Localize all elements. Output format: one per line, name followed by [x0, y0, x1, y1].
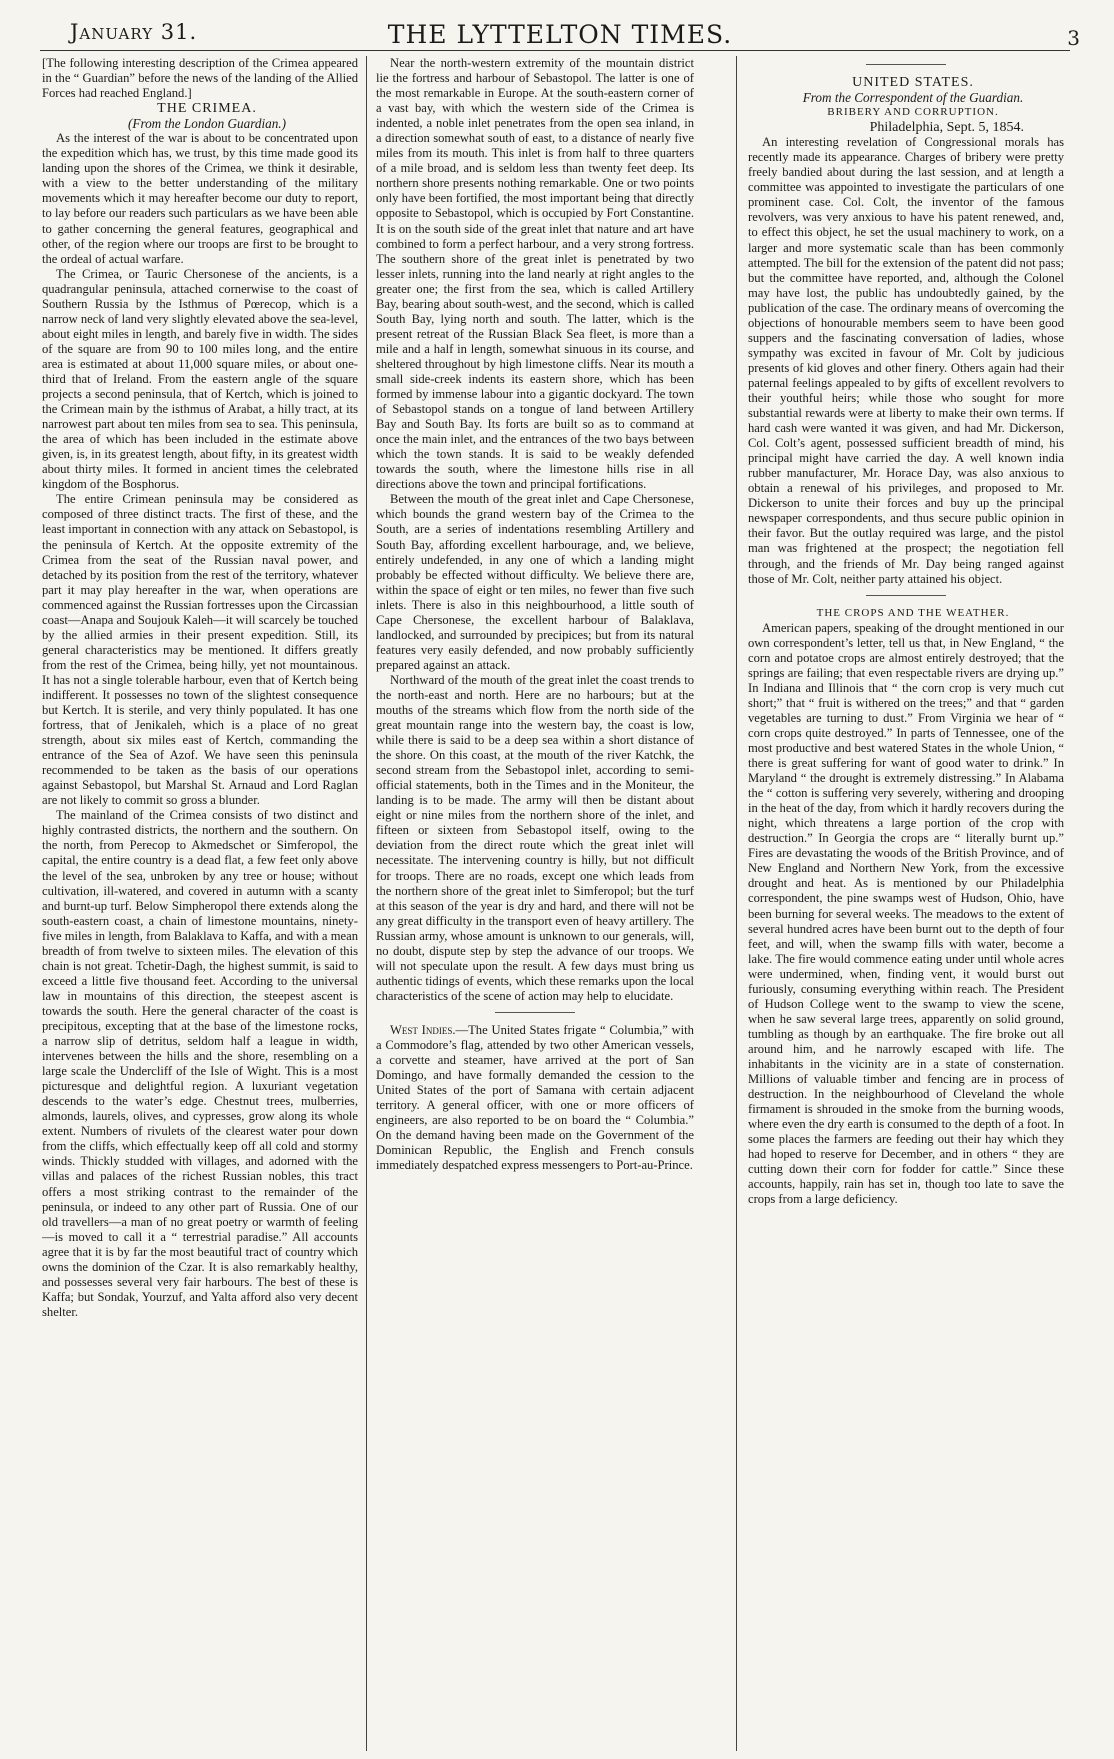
west-indies-label: West Indies.: [390, 1022, 456, 1037]
united-states-title: UNITED STATES.: [852, 75, 974, 90]
bribery-paragraph: An interesting revelation of Congressional morals has recently made its appearance. Charges of bribery were pretty freely bandied about during the last session, and at length a committee was appointed to investigate the particulars of one prominent case. Col. Colt, the inventor of the famous revolvers, was very anxious to have his patent renewed, and, to effect this object, he set the usual machinery to work, on a larger and more systematic scale than has been commonly attempted. The bill for the extension of the patent did not pass; but the committee have reported, and, although the Colonel may have lost, the public has undoubtedly gained, by the publication of the case. The ordinary means of overcoming the objections of honourable members seem to have been good suppers and the fascinating conversation of ladies, whose sympathy was excited in favour of Mr. Colt by judicious presents of kid gloves and other finery. Others again had their paternal feelings appealed to by gifts of excellent revolvers to their youthful heirs; while those who sought for more substantial rewards were at liberty to make their own terms. If hard cash were wanted it was given, and had Mr. Dickerson, Col. Colt’s agent, possessed sufficient breadth of mind, his principal might have carried the day. A well known india rubber manufacturer, Mr. Horace Day, was also anxious to obtain a renewal of his privileges, and proposed to Mr. Dickerson to unite their forces and buy up the principal newspaper correspondents, and thus secure public opinion in their favor. But the outlay required was large, and the pistol man was frightened at the prospect; the negotiation fell through, and the friends of Mr. Day being ranged against those of Mr. Colt, neither party attained his object.: [748, 135, 1064, 586]
crops-weather-title: THE CROPS AND THE WEATHER.: [816, 606, 1010, 619]
page-number: 3: [1067, 26, 1080, 50]
column-1: [42, 56, 358, 1749]
philadelphia-dateline: Philadelphia, Sept. 5, 1854.: [869, 120, 1024, 136]
crimea-article-title: THE CRIMEA.: [157, 101, 257, 117]
crimea-paragraph: As the interest of the war is about to be concentrated upon the expedition which has, we trust, by this time made good its landing upon the shores of the Crimea, we think it desirable, with a view to the better understanding of the military movements which it may hereafter become our duty to report, to lay before our readers such particulars as we have been able to gather concerning the general features, geographical and other, of the region where our troops are first to be brought to the ordeal of actual warfare.: [42, 131, 358, 266]
column-divider: [736, 56, 737, 1751]
newspaper-title: THE LYTTELTON TIMES.: [387, 20, 733, 49]
column-3: [748, 56, 1064, 1749]
bribery-subhead: BRIBERY AND CORRUPTION.: [827, 106, 999, 119]
crops-weather-paragraph: American papers, speaking of the drought mentioned in our own correspondent’s letter, tell us that, in New England, “ the corn and potatoe crops are almost entirely destroyed; that the springs are failing; that even respectable rivers are drying up.” In Indiana and Illinois that “ the corn crop is very much cut short;” that “ fruit is withered on the trees;” and that “ garden vegetables are turning to dust.” From Virginia we hear of “ corn crops quite destroyed.” In parts of Tennessee, one of the most productive and best watered States in the whole Union, “ there is great suffering for want of good water to drink.” In Maryland “ the drought is extremely distressing.” In Alabama the “ cotton is suffering very severely, withering and drooping in the heat of the day, from which it hardly recovers during the night, which threatens a large portion of the crop with destruction.” In Georgia the crops are “ literally burnt up.” Fires are devastating the woods of the British Province, and of New England and Northern New York, from the excessive drought and heat. As is mentioned by our Philadelphia correspondent, the pine swamps west of Hudson, Ohio, have been burning for several weeks. The meadows to the extent of several hundred acres have been burnt out to the depth of four feet, and will, when the swamp fills with water, become a lake. The fire would commence eating under until whole acres were undermined, when, finding vent, it would burst out furiously, consuming everything within reach. The President of Hudson College went to the swamp to view the scene, when he saw several large trees, apparently on solid ground, tumbling as though by an earthquake. The fire broke out all around him, and he narrowly escaped with life. The inhabitants in the vicinity are in a state of consternation. Millions of valuable timber and fencing are in process of destruction. In the neighbourhood of Cleveland the whole firmament is shrouded in the smoke from the burning woods, where even the dry earth is consumed to the depth of a foot. In some places the farmers are feeding out their hay which they had hoped to reserve for December, and in others “ they are cutting down their corn for fodder for cattle.” Since these accounts, happily, rain has set in, though too late to save the crops from a large deficiency.: [748, 620, 1064, 1207]
crimea-paragraph: The entire Crimean peninsula may be considered as composed of three distinct tracts. The first of these, and the least important in connection with any attack on Sebastopol, is the peninsula of Kertch. At the opposite extremity of the Crimea from the seat of the Russian naval power, and detached by its position from the rest of the territory, whatever part it may play hereafter in the war, when operations are commenced against the Russian fortresses upon the Circassian coast—Anapa and Soujouk Kaleh—it will scarcely be touched by the allied armies in their present expedition. Still, its general characteristics may be mentioned. It differs greatly from the rest of the Crimea, being hilly, yet not mountainous. It has not a single tolerable harbour, even that of Kertch being indifferent. It possesses no town of the slightest consequence but Kertch. It is sterile, and very thinly populated. It has one fortress, that of Jenikaleh, which is a place of no great strength, about six miles east of Kertch, commanding the entrance of the Sea of Azof. We have seen this peninsula recommended to be taken as the basis of our operations against Sebastopol, but Marshal St. Arnaud and Lord Raglan are not likely to commit so gross a blunder.: [42, 492, 358, 808]
crimea-paragraph: Northward of the mouth of the great inlet the coast trends to the north-east and north. Here are no harbours; but at the mouths of the streams which flow from the north side of the great mountain range into the western bay, the coast is low, while there is said to be a deep sea within a short distance of the shore. On this coast, at the mouth of the river Katchk, the second stream from the Sebastopol inlet, according to semi-official statements, both in the Times and in the Moniteur, the landing is to be made. The army will then be distant about eight or nine miles from the northern shore of the inlet, and fifteen or sixteen from Sebastopol itself, owing to the deviation from the direct route which the great inlet will necessitate. The intervening country is hilly, but not difficult for troops. There are no roads, except one which leads from the northern shore of the great inlet to Simferopol; but the turf at this season of the year is dry and hard, and there will not be any great difficulty in the transport even of heavy artillery. The Russian army, whose amount is unknown to our generals, will, no doubt, dispute step by step the advance of our troops. We will not speculate upon the result. A few days must bring us authentic tidings of events, which these remarks upon the local characteristics of the scene of action may help to elucidate.: [376, 672, 694, 1003]
crimea-article-source: (From the London Guardian.): [128, 116, 286, 132]
article-separator: [866, 595, 946, 596]
issue-date: January 31.: [70, 20, 198, 44]
crimea-intro-note: [The following interesting description of the Crimea appeared in the “ Guardian” before the news of the landing of the Allied Forces had reached England.]: [42, 56, 358, 101]
article-separator: [495, 1012, 575, 1013]
crimea-paragraph: The Crimea, or Tauric Chersonese of the ancients, is a quadrangular peninsula, attached cornerwise to the coast of Southern Russia by the Isthmus of Pœrecop, which is a narrow neck of land very slightly elevated above the sea-level, about eight miles in length, and barely five in width. The sides of the square are from 90 to 100 miles long, and the entire area is estimated at about 11,000 square miles, or about one-third that of Ireland. From the eastern angle of the square projects a second peninsula, that of Kertch, which is joined to the Crimean main by the isthmus of Arabat, a hilly tract, at its narrowest part about ten miles from sea to sea. This peninsula, the area of which has been included in the estimate above given, is, in its greatest length, about fifty, in its greatest width about thirty miles. It formed in ancient times the celebrated kingdom of the Bosphorus.: [42, 266, 358, 492]
west-indies-paragraph: [376, 1023, 694, 1173]
united-states-source: From the Correspondent of the Guardian.: [802, 90, 1024, 106]
masthead: [30, 16, 1090, 50]
column-divider: [366, 56, 367, 1751]
masthead-rule: [40, 50, 1070, 51]
crimea-paragraph: Between the mouth of the great inlet and Cape Chersonese, which bounds the grand western bay of the Crimea to the South, are a series of indentations resembling Artillery and South Bay, affording excellent harbourage, and, we believe, entirely undefended, in any one of which a landing might probably be effected without difficulty. We believe there are, within the space of eight or ten miles, no fewer than five such inlets. There is also in this neighbourhood, a little south of Cape Chersonese, the excellent harbour of Balaklava, landlocked, and surrounded by precipices; but from its natural features very easily defended, and now probably sufficiently prepared against an attack.: [376, 492, 694, 672]
article-separator: [866, 64, 946, 65]
west-indies-text: —The United States frigate “ Columbia,” with a Commodore’s flag, attended by two other American vessels, a corvette and steamer, have arrived at the port of San Domingo, and have formally demanded the cession to the United States of the port of Samana with certain adjacent territory. A general officer, with one or more officers of engineers, are also reported to be on board the “ Columbia.” On the demand having been made on the Government of the Dominican Republic, the English and French consuls immediately despatched express messengers to Port-au-Prince.: [376, 1022, 694, 1173]
crimea-paragraph: Near the north-western extremity of the mountain district lie the fortress and harbour of Sebastopol. The latter is one of the most remarkable in Europe. At the south-eastern corner of a vast bay, with which the western side of the Crimea is indented, a noble inlet penetrates from the open sea inland, in a direction somewhat south of east, to a distance of nearly five miles from its mouth. This inlet is from half to three quarters of a mile broad, and is seldom less than twenty feet deep. Its northern shore presents nothing remarkable. One or two points only have been fortified, the most important being that directly opposite to Sebastopol, which is occupied by Fort Constantine. It is on the south side of the great inlet that nature and art have combined to form a perfect harbour, and a very strong fortress. The southern shore of the great inlet is penetrated by two lesser inlets, running into the land nearly at right angles to the greater one; the first from the sea, which is called Artillery Bay, bearing about south-west, and the second, which is called South Bay, lying north and south. The latter, which is the present retreat of the Russian Black Sea fleet, is more than a mile and a half in length, somewhat sinuous in its course, and sheltered throughout by high limestone cliffs. Near its mouth a small side-creek indents its eastern shore, which has been formed by immense labour into a gigantic dockyard. The town of Sebastopol stands on a tongue of land between Artillery Bay and South Bay. Its forts are built so as to command at once the main inlet, and the entrances of the two bays between which the town stands. It is said to be weakly defended towards the south, where the limestone hills rise in all directions above the town and principal fortifications.: [376, 56, 694, 492]
column-2: [376, 56, 694, 1749]
crimea-paragraph: The mainland of the Crimea consists of two distinct and highly contrasted districts, the northern and the southern. On the north, from Perecop to Akmedschet or Simferopol, the capital, the entire country is a dead flat, a few feet only above the level of the sea, unbroken by any tree or house; without cultivation, ill-watered, and covered in autumn with a scanty and burnt-up turf. Below Simpheropol there extends along the south-eastern coast, a chain of limestone mountains, ninety-five miles in length, from Balaklava to Kaffa, and with a mean breadth of from twelve to sixteen miles. The elevation of this chain is not great. Tchetir-Dagh, the highest summit, is said to exceed a little five thousand feet. According to the universal law in mountains of this direction, the steepest ascent is towards the south. Here the general character of the coast is precipitous, excepting that at the base of the limestone rocks, a narrow slip of detritus, seldom half a league in width, intervenes between the hills and the shore, resembling on a large scale the Undercliff of the Isle of Wight. This is a most picturesque and delightful region. A luxuriant vegetation descends to the water’s edge. Chestnut trees, mulberries, almonds, laurels, olives, and cypresses, grow along its whole extent. Numbers of rivulets of the clearest water pour down from the cliffs, which effectually keep off all cold and stormy winds. Thickly studded with villages, and adorned with the villas and palaces of the richest Russian nobles, this tract offers a most striking contrast to the remainder of the peninsula, or indeed to any other part of Russia. One of our old travellers—a man of no great poetry or warmth of feeling—is moved to call it a “ terrestrial paradise.” All accounts agree that it is by far the most beautiful tract of country which owns the dominion of the Czar. It is also remarkably healthy, and possesses several very fair harbours. The best of these is Kaffa; but Sondak, Yourzuf, and Yalta afford also very decent shelter.: [42, 808, 358, 1319]
